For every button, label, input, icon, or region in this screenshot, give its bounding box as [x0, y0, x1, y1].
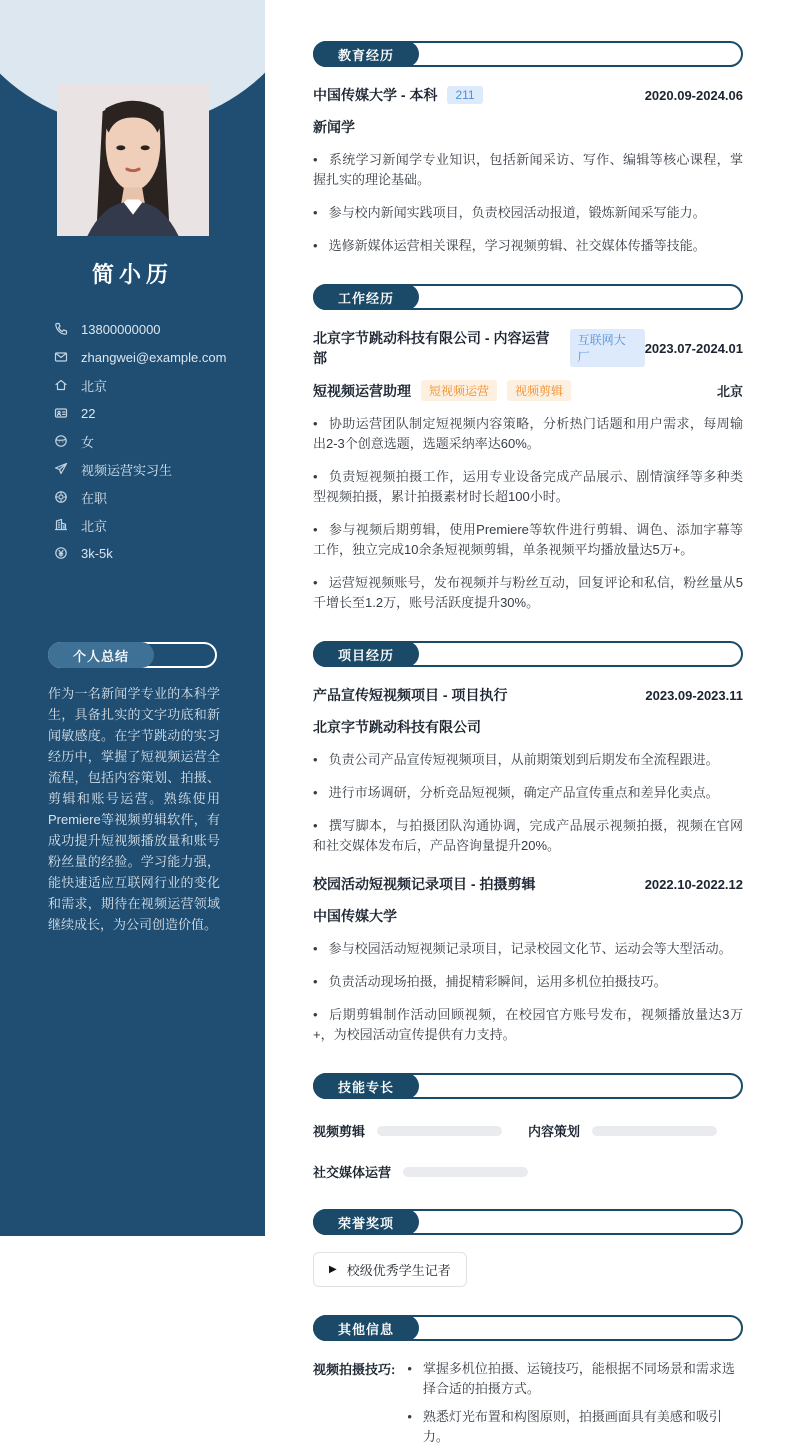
- other-bullet-text: 熟悉灯光布置和构图原则，拍摄画面具有美感和吸引力。: [422, 1409, 722, 1444]
- contact-job-intention-text: 视频运营实习生: [81, 462, 173, 478]
- role-tag: 视频剪辑: [507, 380, 571, 401]
- education-bullet: • 选修新媒体运营相关课程，学习视频剪辑、社交媒体传播等技能。: [313, 236, 743, 256]
- sidebar: [0, 0, 265, 1236]
- contact-age: [54, 399, 265, 427]
- projects-header: [313, 641, 743, 667]
- honors-title: 荣誉奖项: [313, 1209, 419, 1235]
- summary-text: 作为一名新闻学专业的本科学生，具备扎实的文字功底和新闻敏感度。在字节跳动的实习经历中，掌握了短视频运营全流程，包括内容策划、拍摄、剪辑和账号运营。熟练使用Premiere等视频剪辑软件，有成功提升短视频播放量和账号粉丝量的经验。学习能力强，能快速适应互联网行业的变化和需求，期待在视频运营领域继续成长，为公司创造价值。: [48, 686, 220, 932]
- work-location: 北京: [716, 384, 743, 399]
- contact-hometown: [54, 371, 265, 399]
- work-title: 工作经历: [313, 284, 419, 310]
- work-bullet: • 参与视频后期剪辑，使用Premiere等软件进行剪辑、调色、添加字幕等工作，独立完成10余条短视频剪辑，单条视频平均播放量达5万+。: [313, 520, 743, 560]
- skill-item: [313, 1162, 528, 1181]
- bullet-dot-icon: [407, 1359, 412, 1399]
- work-bullet: • 运营短视频账号，发布视频并与粉丝互动，回复评论和私信，粉丝量从5千增长至1.2万，账号活跃度提升30%。: [313, 573, 743, 613]
- other-bullet: [403, 1407, 743, 1447]
- other-title: 其他信息: [313, 1315, 419, 1341]
- project-date: 2022.10-2022.12: [644, 876, 743, 892]
- skill-label: 内容策划: [528, 1124, 581, 1139]
- section-other: [313, 1315, 743, 1455]
- honor-item[interactable]: [313, 1252, 467, 1287]
- project-bullet: • 负责活动现场拍摄，捕捉精彩瞬间，运用多机位拍摄技巧。: [313, 972, 743, 992]
- project-org-row: [313, 906, 743, 926]
- project-bullets: [313, 750, 743, 856]
- major-name: 新闻学: [313, 119, 355, 135]
- home-icon: [54, 378, 68, 392]
- status-icon: [54, 490, 68, 504]
- project-name: 校园活动短视频记录项目 - 拍摄剪辑: [313, 876, 536, 892]
- skill-bar: [377, 1126, 502, 1136]
- project-org: 北京字节跳动科技有限公司: [313, 719, 481, 735]
- summary-section-header: [48, 642, 217, 668]
- avatar-illustration: [57, 84, 209, 236]
- other-bullet: [403, 1359, 743, 1399]
- project-date: 2023.09-2023.11: [645, 687, 743, 703]
- work-bullets: [313, 414, 743, 613]
- skill-label: 社交媒体运营: [313, 1165, 392, 1180]
- skills-header: [313, 1073, 743, 1099]
- gender-icon: [54, 434, 68, 448]
- project-name: 产品宣传短视频项目 - 项目执行: [313, 687, 508, 703]
- summary-section-title: 个人总结: [48, 642, 154, 668]
- other-bullet-text: 掌握多机位拍摄、运镜技巧，能根据不同场景和需求选择合适的拍摄方式。: [422, 1361, 735, 1396]
- contact-salary-text: 3k-5k: [81, 545, 113, 561]
- skill-bar: [403, 1167, 528, 1177]
- other-info-row: [313, 1359, 743, 1455]
- main-content: [265, 0, 794, 1444]
- other-header: [313, 1315, 743, 1341]
- other-label: 视频拍摄技巧:: [313, 1362, 396, 1377]
- contact-list: [0, 315, 265, 567]
- skill-item: [528, 1121, 743, 1140]
- contact-gender: [54, 427, 265, 455]
- candidate-name: 简小历: [91, 262, 173, 287]
- honors-header: [313, 1209, 743, 1235]
- role-tag: 短视频运营: [421, 380, 497, 401]
- education-date: 2020.09-2024.06: [644, 87, 743, 103]
- send-icon: [54, 462, 68, 476]
- school-name: 中国传媒大学 - 本科: [313, 87, 438, 103]
- education-bullets: [313, 150, 743, 256]
- contact-city: [54, 511, 265, 539]
- work-bullet: • 负责短视频拍摄工作，运用专业设备完成产品展示、剧情演绎等多种类型视频拍摄，累计拍摄素材时长超100小时。: [313, 467, 743, 507]
- project-org-row: [313, 717, 743, 737]
- contact-salary: [54, 539, 265, 567]
- contact-city-text: 北京: [81, 518, 108, 534]
- other-bullets: [403, 1359, 743, 1455]
- projects-title: 项目经历: [313, 641, 419, 667]
- contact-age-text: 22: [81, 405, 96, 421]
- project-bullet: • 负责公司产品宣传短视频项目，从前期策划到后期发布全流程跟进。: [313, 750, 743, 770]
- contact-hometown-text: 北京: [81, 378, 108, 394]
- major-row: [313, 117, 743, 137]
- project-title-row: [313, 685, 743, 705]
- education-entry-row: [313, 85, 743, 105]
- honor-text: 校级优秀学生记者: [346, 1263, 451, 1278]
- project-org: 中国传媒大学: [313, 908, 397, 924]
- company-name: 北京字节跳动科技有限公司 - 内容运营部: [313, 330, 550, 366]
- section-honors: [313, 1209, 743, 1287]
- project-bullets: [313, 939, 743, 1045]
- bullet-dot-icon: [407, 1407, 412, 1447]
- project-item: [313, 685, 743, 856]
- education-bullet: • 参与校内新闻实践项目，负责校园活动报道，锻炼新闻采写能力。: [313, 203, 743, 223]
- skill-bar: [592, 1126, 717, 1136]
- contact-email-text: zhangwei@example.com: [81, 349, 227, 365]
- skills-title: 技能专长: [313, 1073, 419, 1099]
- salary-icon: [54, 546, 68, 560]
- project-item: [313, 874, 743, 1045]
- work-date: 2023.07-2024.01: [644, 340, 743, 356]
- skill-item: [313, 1121, 528, 1140]
- company-row: [313, 328, 743, 368]
- role-name: 短视频运营助理: [313, 382, 411, 399]
- mail-icon: [54, 350, 68, 364]
- project-bullet: • 撰写脚本，与拍摄团队沟通协调，完成产品展示视频拍摄，视频在官网和社交媒体发布后，产品咨询量提升20%。: [313, 816, 743, 856]
- building-icon: [54, 518, 68, 532]
- company-badge: 互联网大厂: [570, 329, 645, 367]
- project-bullet: • 进行市场调研，分析竞品短视频，确定产品宣传重点和差异化卖点。: [313, 783, 743, 803]
- contact-phone: [54, 315, 265, 343]
- section-skills: [313, 1073, 743, 1181]
- contact-status-text: 在职: [81, 490, 108, 506]
- education-title: 教育经历: [313, 41, 419, 67]
- avatar: [57, 84, 209, 236]
- contact-status: [54, 483, 265, 511]
- work-header: [313, 284, 743, 310]
- contact-gender-text: 女: [81, 434, 95, 450]
- project-bullet: • 后期剪辑制作活动回顾视频，在校园官方账号发布，视频播放量达3万+，为校园活动宣传提供有力支持。: [313, 1005, 743, 1045]
- work-bullet: • 协助运营团队制定短视频内容策略，分析热门话题和用户需求，每周输出2-3个创意选题，选题采纳率达60%。: [313, 414, 743, 454]
- education-header: [313, 41, 743, 67]
- section-work: [313, 284, 743, 613]
- section-projects: [313, 641, 743, 1045]
- contact-job-intention: [54, 455, 265, 483]
- section-education: [313, 41, 743, 256]
- project-bullet: • 参与校园活动短视频记录项目，记录校园文化节、运动会等大型活动。: [313, 939, 743, 959]
- school-badge: 211: [447, 86, 482, 104]
- skills-grid: [313, 1121, 743, 1181]
- education-bullet: • 系统学习新闻学专业知识，包括新闻采访、写作、编辑等核心课程，掌握扎实的理论基础。: [313, 150, 743, 190]
- play-icon: ▶: [329, 1264, 337, 1275]
- phone-icon: [54, 322, 68, 336]
- skill-label: 视频剪辑: [313, 1124, 366, 1139]
- contact-email: [54, 343, 265, 371]
- id-card-icon: [54, 406, 68, 420]
- role-row: [313, 380, 743, 401]
- contact-phone-text: 13800000000: [81, 321, 161, 337]
- project-title-row: [313, 874, 743, 894]
